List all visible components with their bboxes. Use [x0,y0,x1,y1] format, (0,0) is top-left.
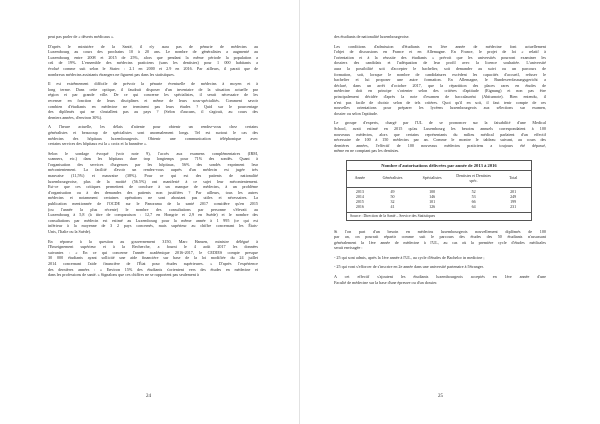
text-line: Faculté de médecine sur la base d'une épreuve ou d'un dossier. [334,279,438,285]
text-line: En réponse à la question au gouvernement 3150, Marc Hansen, ministre délégué à [48,238,258,244]
table-title: Nombre d'autorisations délivrées par année de 2013 à 2016 [347,161,531,171]
text-line: A cet effectif s'ajoutent les étudiants luxembourgeois acceptés en 1ère année d'une [334,274,546,280]
text-line: long terme. Dans cette optique, il faudrait disposer d'un inventaire de la situation actuelle par [48,86,258,92]
text-line: mécontentement. La facilité d'avoir un rendez-vous auprès d'un médecin est jugée très [48,167,258,173]
text-line: Les conditions d'admission d'étudiants en 1ère année de médecine font actuellement [334,43,546,49]
text-line: crû de 19%. L'ensemble des médecins praticiens (sans les dentistes) pour 1 000 habitants a [48,60,258,66]
table-cell: 146 [429,193,436,199]
table-cell: 201 [510,188,517,194]
table-cell: 249 [510,193,517,199]
table-header-cell: Généralistes [382,175,403,181]
table-cell: 2016 [355,203,364,209]
text-line: Unis, l'Italie ou la Suède). [48,229,92,234]
table-cell: 100 [429,188,436,194]
table-cell: 2015 [355,198,364,204]
text-line: l'organisation des services d'urgences par les hôpitaux, 56% des sondés expriment leur [48,161,258,167]
text-line: l'objet de discussions en France et en Allemagne. En France, le projet de loi « relatif à [334,49,546,55]
text-line: nouveaux médecins, alors que certains représentants du milieu médical parlaient d'un effectif [334,131,546,137]
table-cell: 2013 [355,188,364,194]
text-line: Est-ce que ces critiques permettent de conclure à un manque de médecins, à un problème [48,184,258,190]
text-line: 30 000 étudiants ayant sollicité une aide financière sur base de la loi modifiée du 24 juillet [48,255,258,261]
text-line: Luxembourg au cours des prochains 10 à 20 ans. Le nombre de généralistes a augmenté au [48,49,258,55]
left-page-text [48,34,258,278]
text-line: n'est pas facile de choisir selon de tels critères. Quoi qu'il en soit, il faut tenir compte de ces [334,99,546,105]
table-cell: 2014 [355,193,364,199]
text-line: recenser en fonction de leurs disciplines et même de leurs sous-spécialités. Comment savoir [48,97,258,103]
table-cell: 32 [390,198,395,204]
text-line: School, avait estimé en 2015 qu'au Luxembourg les besoins annuels correspondaient à 100 [334,125,546,131]
text-line: région et par grande ville. De ce qui concerne les spécialistes, il serait nécessaire de les [48,92,258,98]
text-line: déclaré, dans un arrêt d'octobre 2017, que la répartition des places rares en études de [334,82,546,88]
text-line: Selon le sondage évoqué (voir note 9), l'accès aux examens complémentaires (IRM, [48,150,258,156]
table-header-cell: Total [509,175,518,181]
text-line: dossiers des candidats et l'adéquation de leur profil avec la licence souhaitée. L'université [334,60,546,66]
text-line: inférieur à la moyenne de 3 2 pays concernés, mais supérieur au chiffre concernant les États- [48,223,258,229]
table-source: Source : Direction de la Santé – Service des Statistiques [347,212,531,220]
text-line: des dernières années : « Environ 15% des étudiants s'orientent vers des études en médecine et [48,266,258,272]
table-cell: 41 [390,203,395,209]
text-line: Luxembourg à 5,8 (à titre de comparaison : 12,7 en Hongrie et 2,9 en Suède) et le nombre des [48,212,258,218]
text-line: médecins et notamment certaines opérations ne sont aboutant pas utiles et nécessaires. La [48,195,258,201]
text-line: certains services des hôpitaux est la « croix et la bannière ». [48,141,148,147]
text-line: aura la possibilité soit d'accepter le bachelier, soit demander au suivi ou un parcours de [334,65,546,71]
table-body [347,188,531,212]
table-header-row [347,171,531,188]
table-cell: 126 [429,203,436,209]
text-line: des diplômés qui ne s'installent pas au pays ? (Selon d'aucuns, il s'agirait, au cours des [48,109,258,115]
text-line: luxembourgeoise, plus de la moitié (56.5%) ont manifesté à ce sujet leur mécontentement. [48,178,258,184]
table-cell: 49 [390,188,395,194]
text-line: publication mentionnée de l'OCDE sur le Panorama de la santé 2017 considère qu'en 2015 [48,201,258,207]
text-line: bachelier et lui proposer une autre formation. En Allemagne, le Bundesverfassungsgericht a [334,77,546,83]
text-line: médecins des hôpitaux luxembourgeois. Obtenir une communication téléphonique avec [48,135,258,141]
text-line: principalement décidée d'après la note d'examen de baccalauréat (Abiturnote). Bien entendu, il [334,93,546,99]
text-line: Le groupe d'experts, chargé par l'UL de se prononcer sur la faisabilité d'une Medical [334,120,546,126]
text-line: serait envisagée : [334,245,363,251]
text-line: même en ne comptant pas les dentistes. [334,148,400,154]
right-page-text-bottom [334,229,546,286]
text-line: - 25 qui sont admis, après la 1ère année à l'UL, au cycle d'études de Bachelor in medicine ; [334,254,485,260]
right-page-text-top [334,34,546,154]
authorizations-table [346,160,532,221]
left-page-number: 24 [146,394,151,399]
text-line: combien d'étudiants en médecine ne terminent pas leurs études ? Quid sur le pourcentage [48,103,258,109]
text-line: 2014 concernant l'aide financière de l'État pour études supérieures. » D'après l'expérience [48,260,258,266]
text-line: nécessaire de 100 à 150 médecins par an. Comme le montre le tableau suivant, au cours des [334,137,546,143]
table-cell: 231 [510,203,517,209]
text-line: A l'heure actuelle, les délais d'attente pour obtenir un rendez-vous chez certains [48,124,258,130]
text-line: d'organisation ou à des demandes des patients non justifiées ? Par ailleurs, tous les autres [48,189,258,195]
right-page-text [334,34,546,285]
right-page-number: 25 [438,394,443,399]
text-line: médecine doit en principe s'orienter selon des critères d'aptitude (Eignung) et non pas être [334,88,546,94]
table-cell: 52 [471,188,476,194]
table-header-cell: Dentistes et Dentistes spéc. [456,172,491,183]
text-line: évolué comme suit selon le Statec : 2.1 en 2000 et 2.9 en 2016. Par ailleurs, il parait que de [48,65,258,71]
text-line: généralement la 1ère année de médecine à l'UL, au cas où la première cycle d'études médicales [334,239,546,245]
text-line: derniers années, d'environ 30%). [48,114,103,120]
text-line: Si l'on part d'un besoin en médecins luxembourgeois nouvellement diplômés de 100 [334,228,546,234]
table-cell: 101 [429,198,436,204]
table-header-cell: Année [354,175,366,181]
text-line: nouvelles orientations pour préparer les lycéens luxembourgeois aux sélections sur examen, [334,105,546,111]
text-line: nombreux médecins assistants étrangers ne figurent pas dans les statistiques. [48,71,175,77]
table-cell: 50 [390,193,395,199]
text-line: dossier ou selon l'aptitude. [334,110,378,116]
right-page [300,0,600,424]
text-line: l'orientation et à la réussite des étudiants » prévoit que les universités pourront examiner les [334,54,546,60]
text-line: Luxembourg entre 2008 et 2015 de 25%, alors que pendant la même période la population a [48,54,258,60]
text-line: mauvaise (11,5%) et mauvaise (38%). Pour ce qui est des patients de nationalité [48,173,258,179]
table-cell: 199 [510,198,517,204]
text-line: D'après le ministère de la Santé, il n'y aura pas de pénurie de médecins au [48,43,258,49]
text-line: - 25 qui vont s'efforcer de s'inscrire en 2e année dans une université partenaire à l'étranger. [334,264,484,270]
table-cell: 66 [471,198,476,204]
table-row [347,205,531,210]
text-line: l'Enseignement supérieur et à la Recherche, a fourni le 4 août 2017 les données [48,244,258,250]
text-line: (ou l'année la plus récente) le nombre des consultations par personne s'élevait au [48,206,258,212]
text-line: peut pas parler de « déserts médicaux ». [48,34,115,39]
text-line: suivantes : « En ce qui concerne l'année académique 2016-2017, le CEDIES compte presque [48,249,258,255]
text-line: généralistes et beaucoup de spécialistes sont anormalement longs. Tel est surtout le cas des [48,129,258,135]
text-line: dernières années, l'effectif de 100 nouveaux médecins praticiens a toujours été dépassé, [334,142,546,148]
text-line: consultations par médecin est estimé au Luxembourg pour la même année à 1 995 (ce qui est [48,217,258,223]
text-line: Il est extrêmement difficile de prévoir la pénurie éventuelle de médecins à moyen et à [48,81,258,87]
table-header-cell: Spécialistes [422,175,442,181]
text-line: formation, soit, lorsque le nombre de candidatures excèdent les capacités d'accueil, refuser le [334,71,546,77]
text-line: dans les professions de santé. » Signalons que ces chiffres ne se rapportent pas seulement à [48,272,199,278]
text-line: scanners, etc.) dans les hôpitaux dure trop longtemps pour 71% des sondés. Quant à [48,156,258,162]
text-line: par an, on pourrait répartir comme suit le parcours des études des 50 étudiants n'assassant [334,234,546,240]
table-cell: 53 [471,193,476,199]
text-line: des étudiants de nationalité luxembourgeoise. [334,34,410,39]
table-cell: 64 [471,203,476,209]
